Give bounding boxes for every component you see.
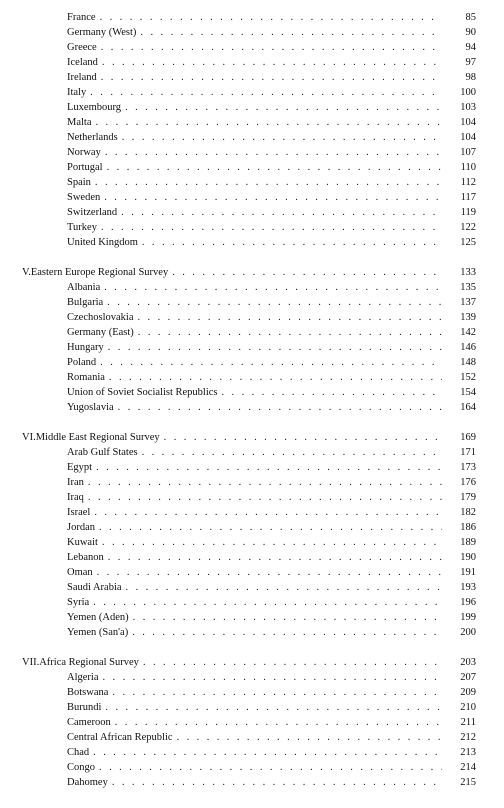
entry-label: Egypt (67, 462, 93, 473)
entry-page-number: 122 (460, 222, 476, 233)
entry-page-number: 213 (460, 747, 476, 758)
dot-leader (118, 400, 442, 415)
toc-entry-row[interactable] (0, 70, 504, 85)
entry-page-number: 189 (460, 537, 476, 548)
toc-entry-row[interactable] (0, 445, 504, 460)
dot-leader (88, 475, 442, 490)
toc-entry-row[interactable] (0, 400, 504, 415)
entry-page-number: 164 (460, 402, 476, 413)
dot-leader (100, 10, 442, 25)
dot-leader (107, 295, 442, 310)
entry-page-number: 100 (460, 87, 476, 98)
entry-page-number: 207 (460, 672, 476, 683)
entry-label: Central African Republic (67, 732, 173, 743)
entry-label: Iceland (67, 57, 98, 68)
entry-label: Germany (West) (67, 27, 137, 38)
entry-page-number: 117 (460, 192, 476, 203)
toc-entry-row[interactable] (0, 130, 504, 145)
entry-page-number: 171 (460, 447, 476, 458)
dot-leader (137, 310, 442, 325)
entry-label: Norway (67, 147, 101, 158)
entry-page-number: 107 (460, 147, 476, 158)
entry-page-number: 176 (460, 477, 476, 488)
toc-entry-row[interactable] (0, 205, 504, 220)
dot-leader (109, 370, 442, 385)
entry-page-number: 152 (460, 372, 476, 383)
dot-leader (143, 655, 442, 670)
toc-entry-row[interactable] (0, 10, 504, 25)
entry-page-number: 212 (460, 732, 476, 743)
entry-page-number: 135 (460, 282, 476, 293)
dot-leader (121, 205, 442, 220)
entry-page-number: 112 (460, 177, 476, 188)
entry-page-number: 209 (460, 687, 476, 698)
section-page-number: 133 (460, 267, 476, 278)
entry-label: Dahomey (67, 777, 108, 788)
toc-entry-row[interactable] (0, 25, 504, 40)
entry-page-number: 98 (465, 72, 476, 83)
entry-label: Israel (67, 507, 91, 518)
entry-page-number: 94 (465, 42, 476, 53)
toc-entry-row[interactable] (0, 670, 504, 685)
toc-entry-row[interactable] (0, 85, 504, 100)
entry-page-number: 148 (460, 357, 476, 368)
entry-label: Netherlands (67, 132, 118, 143)
section-numeral: VI. (22, 432, 36, 443)
entry-page-number: 119 (460, 207, 476, 218)
dot-leader (103, 670, 443, 685)
toc-entry-row[interactable] (0, 760, 504, 775)
dot-leader (125, 100, 442, 115)
entry-label: Bulgaria (67, 297, 104, 308)
entry-page-number: 154 (460, 387, 476, 398)
dot-leader (90, 85, 442, 100)
toc-entry-row[interactable] (0, 550, 504, 565)
toc-entry-row[interactable] (0, 730, 504, 745)
entry-label: Italy (67, 87, 87, 98)
entry-label: Burundi (67, 702, 102, 713)
entry-page-number: 191 (460, 567, 476, 578)
toc-entry-row[interactable] (0, 610, 504, 625)
entry-label: Hungary (67, 342, 104, 353)
section-numeral: VII. (22, 657, 40, 668)
entry-page-number: 97 (465, 57, 476, 68)
section-spacer (0, 640, 504, 655)
entry-label: Iran (67, 477, 84, 488)
dot-leader (112, 775, 442, 790)
entry-label: Switzerland (67, 207, 118, 218)
toc-entry-row[interactable] (0, 100, 504, 115)
dot-leader (107, 160, 442, 175)
entry-page-number: 211 (460, 717, 476, 728)
dot-leader (142, 445, 442, 460)
entry-page-number: 196 (460, 597, 476, 608)
section-spacer (0, 415, 504, 430)
entry-label: Romania (67, 372, 105, 383)
section-title: Africa Regional Survey (39, 657, 139, 668)
toc-entry-row[interactable] (0, 595, 504, 610)
entry-page-number: 104 (460, 117, 476, 128)
entry-page-number: 125 (460, 237, 476, 248)
entry-page-number: 139 (460, 312, 476, 323)
section-heading-row[interactable] (0, 430, 504, 445)
entry-label: Yemen (Aden) (67, 612, 129, 623)
entry-label: Arab Gulf States (67, 447, 138, 458)
entry-page-number: 215 (460, 777, 476, 788)
dot-leader (102, 55, 442, 70)
toc-entry-row[interactable] (0, 145, 504, 160)
section-heading-row[interactable] (0, 265, 504, 280)
toc-entry-row[interactable] (0, 235, 504, 250)
dot-leader (99, 760, 442, 775)
entry-label: Turkey (67, 222, 97, 233)
entry-label: Algeria (67, 672, 99, 683)
toc-entry-row[interactable] (0, 490, 504, 505)
entry-label: Germany (East) (67, 327, 134, 338)
entry-label: Poland (67, 357, 97, 368)
section-numeral: V. (22, 267, 31, 278)
entry-page-number: 190 (460, 552, 476, 563)
toc-entry-row[interactable] (0, 340, 504, 355)
dot-leader (104, 280, 442, 295)
entry-label: Ireland (67, 72, 97, 83)
entry-label: Syria (67, 597, 90, 608)
toc-entry-row[interactable] (0, 55, 504, 70)
dot-leader (112, 685, 442, 700)
entry-page-number: 90 (465, 27, 476, 38)
entry-page-number: 173 (460, 462, 476, 473)
dot-leader (101, 40, 442, 55)
dot-leader (140, 25, 442, 40)
dot-leader (102, 535, 442, 550)
entry-page-number: 186 (460, 522, 476, 533)
section-spacer (0, 250, 504, 265)
entry-page-number: 142 (460, 327, 476, 338)
dot-leader (122, 130, 442, 145)
entry-page-number: 182 (460, 507, 476, 518)
entry-label: Oman (67, 567, 93, 578)
table-of-contents (0, 10, 504, 790)
toc-entry-row[interactable] (0, 160, 504, 175)
section-title: Middle East Regional Survey (35, 432, 160, 443)
toc-entry-row[interactable] (0, 565, 504, 580)
dot-leader (96, 460, 442, 475)
toc-entry-row[interactable] (0, 715, 504, 730)
entry-page-number: 214 (460, 762, 476, 773)
entry-label: Union of Soviet Socialist Republics (67, 387, 218, 398)
entry-label: Saudi Arabia (67, 582, 122, 593)
entry-label: Iraq (67, 492, 84, 503)
toc-entry-row[interactable] (0, 625, 504, 640)
toc-entry-row[interactable] (0, 280, 504, 295)
entry-label: Portugal (67, 162, 103, 173)
dot-leader (222, 385, 443, 400)
entry-page-number: 103 (460, 102, 476, 113)
toc-entry-row[interactable] (0, 295, 504, 310)
toc-entry-row[interactable] (0, 175, 504, 190)
entry-label: Yemen (San'a) (67, 627, 129, 638)
dot-leader (115, 715, 442, 730)
dot-leader (100, 355, 442, 370)
entry-label: Malta (67, 117, 92, 128)
toc-entry-row[interactable] (0, 325, 504, 340)
dot-leader (108, 340, 442, 355)
dot-leader (99, 520, 442, 535)
toc-entry-row[interactable] (0, 115, 504, 130)
toc-entry-row[interactable] (0, 355, 504, 370)
entry-label: Congo (67, 762, 96, 773)
toc-entry-row[interactable] (0, 460, 504, 475)
entry-page-number: 146 (460, 342, 476, 353)
toc-entry-row[interactable] (0, 190, 504, 205)
dot-leader (108, 550, 442, 565)
toc-entry-row[interactable] (0, 520, 504, 535)
entry-label: Chad (67, 747, 90, 758)
toc-entry-row[interactable] (0, 475, 504, 490)
entry-label: Jordan (67, 522, 95, 533)
toc-entry-row[interactable] (0, 775, 504, 790)
dot-leader (172, 265, 442, 280)
dot-leader (96, 115, 443, 130)
toc-entry-row[interactable] (0, 580, 504, 595)
entry-label: Botswana (67, 687, 109, 698)
entry-page-number: 200 (460, 627, 476, 638)
dot-leader (104, 190, 442, 205)
entry-label: Greece (67, 42, 97, 53)
dot-leader (93, 745, 442, 760)
dot-leader (88, 490, 442, 505)
dot-leader (164, 430, 442, 445)
dot-leader (97, 565, 442, 580)
toc-entry-row[interactable] (0, 745, 504, 760)
dot-leader (93, 595, 442, 610)
dot-leader (138, 325, 442, 340)
entry-page-number: 137 (460, 297, 476, 308)
entry-label: Lebanon (67, 552, 104, 563)
dot-leader (105, 700, 442, 715)
entry-page-number: 199 (460, 612, 476, 623)
toc-entry-row[interactable] (0, 310, 504, 325)
toc-entry-row[interactable] (0, 385, 504, 400)
toc-entry-row[interactable] (0, 535, 504, 550)
entry-page-number: 179 (460, 492, 476, 503)
dot-leader (94, 505, 442, 520)
toc-entry-row[interactable] (0, 40, 504, 55)
entry-label: Yugoslavia (67, 402, 114, 413)
section-page-number: 203 (460, 657, 476, 668)
dot-leader (126, 580, 442, 595)
section-title: Eastern Europe Regional Survey (30, 267, 169, 278)
toc-entry-row[interactable] (0, 370, 504, 385)
entry-label: Albania (67, 282, 101, 293)
entry-label: Luxembourg (67, 102, 122, 113)
entry-label: Czechoslovakia (67, 312, 134, 323)
toc-entry-row[interactable] (0, 700, 504, 715)
dot-leader (133, 610, 442, 625)
toc-entry-row[interactable] (0, 685, 504, 700)
dot-leader (101, 70, 442, 85)
entry-label: Spain (67, 177, 91, 188)
dot-leader (105, 145, 442, 160)
dot-leader (132, 625, 442, 640)
entry-page-number: 85 (465, 12, 476, 23)
entry-page-number: 210 (460, 702, 476, 713)
entry-label: United Kingdom (67, 237, 138, 248)
section-heading-row[interactable] (0, 655, 504, 670)
entry-page-number: 110 (460, 162, 476, 173)
toc-entry-row[interactable] (0, 220, 504, 235)
dot-leader (177, 730, 442, 745)
entry-label: France (67, 12, 96, 23)
section-page-number: 169 (460, 432, 476, 443)
entry-page-number: 193 (460, 582, 476, 593)
dot-leader (101, 220, 442, 235)
entry-label: Cameroon (67, 717, 111, 728)
entry-label: Sweden (67, 192, 101, 203)
dot-leader (95, 175, 442, 190)
dot-leader (142, 235, 442, 250)
toc-entry-row[interactable] (0, 505, 504, 520)
entry-page-number: 104 (460, 132, 476, 143)
entry-label: Kuwait (67, 537, 98, 548)
